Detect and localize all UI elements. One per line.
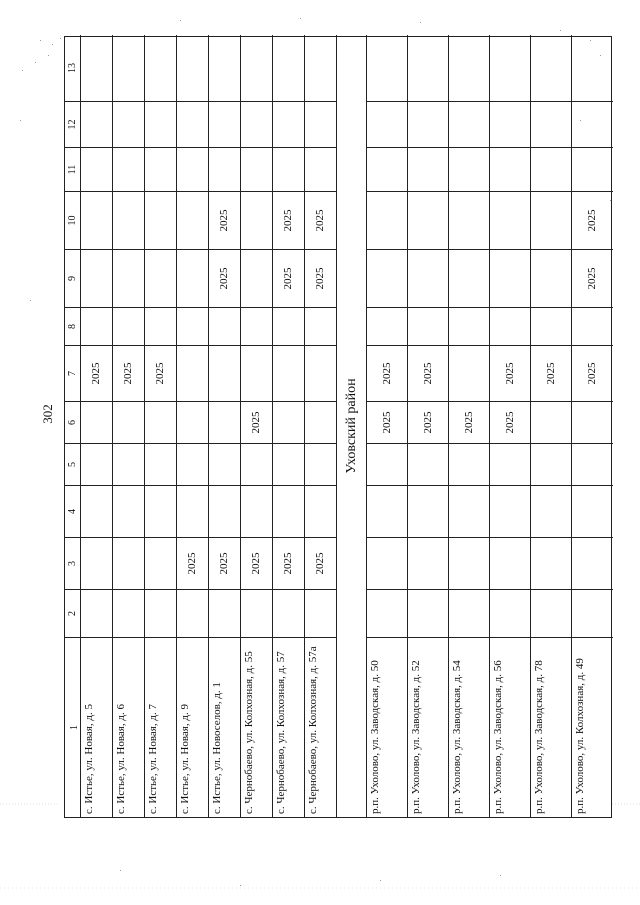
year-cell: [113, 307, 144, 345]
year-cell: [241, 147, 272, 191]
year-cell: [145, 485, 176, 537]
year-cell: [241, 101, 272, 147]
year-cell: [449, 191, 489, 249]
year-cell: [241, 485, 272, 537]
year-cell: [113, 589, 144, 637]
year-cell: 2025: [305, 249, 336, 307]
year-cell: [367, 443, 407, 485]
year-cell: [241, 443, 272, 485]
year-cell: 13: [67, 63, 78, 73]
year-cell: [145, 589, 176, 637]
table-row: [241, 35, 273, 817]
address-cell: с. Чернобаево, ул. Колхозная, д. 55: [241, 637, 272, 817]
year-cell: [273, 307, 304, 345]
year-cell: 2025: [572, 249, 613, 307]
year-cell: [145, 35, 176, 101]
table-row: [572, 35, 613, 817]
year-cell: [241, 345, 272, 401]
year-cell: [572, 147, 613, 191]
address-cell: р.п. Ухолово, ул. Заводская, д. 52: [408, 637, 448, 817]
year-cell: [145, 537, 176, 589]
year-cell: [81, 147, 112, 191]
year-cell: 2025: [145, 345, 176, 401]
year-cell: 7: [65, 345, 80, 401]
year-cell: [531, 35, 571, 101]
year-cell: 2025: [531, 345, 571, 401]
year-cell: [145, 147, 176, 191]
year-cell: 2025: [273, 191, 304, 249]
year-cell: [305, 485, 336, 537]
year-cell: [177, 589, 208, 637]
year-cell: 2025: [408, 345, 448, 401]
district-title: Уховский район: [344, 378, 359, 474]
year-cell: [145, 249, 176, 307]
year-cell: [490, 537, 530, 589]
year-cell: [490, 101, 530, 147]
year-cell: [449, 537, 489, 589]
year-cell: 2025: [490, 401, 530, 443]
year-cell: [531, 485, 571, 537]
year-cell: [113, 485, 144, 537]
year-cell: 2025: [572, 345, 613, 401]
year-cell: [241, 307, 272, 345]
year-cell: [273, 147, 304, 191]
year-cell: [572, 101, 613, 147]
year-cell: [408, 147, 448, 191]
year-cell: [81, 101, 112, 147]
table-row: [305, 35, 337, 817]
year-cell: [305, 101, 336, 147]
year-cell: 2025: [305, 537, 336, 589]
year-cell: [531, 589, 571, 637]
year-cell: [145, 101, 176, 147]
year-cell: [81, 307, 112, 345]
year-cell: [81, 35, 112, 101]
year-cell: [305, 147, 336, 191]
year-cell: [145, 401, 176, 443]
year-cell: [209, 147, 240, 191]
year-cell: [531, 147, 571, 191]
address-cell: р.п. Ухолово, ул. Заводская, д. 50: [367, 637, 407, 817]
page-number: 302: [40, 404, 55, 424]
year-cell: 2025: [273, 537, 304, 589]
year-cell: 6: [65, 401, 80, 443]
year-cell: [572, 443, 613, 485]
year-cell: [113, 35, 144, 101]
table-row: [145, 35, 177, 817]
year-cell: [81, 443, 112, 485]
year-cell: [531, 307, 571, 345]
year-cell: [209, 101, 240, 147]
year-cell: 2025: [367, 345, 407, 401]
year-cell: [449, 345, 489, 401]
year-cell: [241, 35, 272, 101]
address-cell: р.п. Ухолово, ул. Заводская, д. 56: [490, 637, 530, 817]
year-cell: [273, 35, 304, 101]
year-cell: [531, 537, 571, 589]
address-cell: с. Истье, ул. Новая, д. 6: [113, 637, 144, 817]
year-cell: [305, 443, 336, 485]
year-cell: 2025: [113, 345, 144, 401]
year-cell: [367, 101, 407, 147]
year-cell: [367, 249, 407, 307]
year-cell: [367, 191, 407, 249]
year-cell: [572, 35, 613, 101]
year-cell: [490, 147, 530, 191]
year-cell: [177, 191, 208, 249]
year-cell: [531, 249, 571, 307]
address-cell: с. Истье, ул. Новая, д. 5: [81, 637, 112, 817]
year-cell: [177, 307, 208, 345]
year-cell: 9: [65, 249, 80, 307]
year-cell: [449, 589, 489, 637]
year-cell: [113, 191, 144, 249]
year-cell: [408, 191, 448, 249]
year-cell: [177, 401, 208, 443]
table-row: [113, 35, 145, 817]
year-cell: 12: [65, 101, 80, 147]
year-cell: 2025: [305, 191, 336, 249]
year-cell: [367, 35, 407, 101]
year-cell: [531, 401, 571, 443]
year-cell: [305, 401, 336, 443]
year-cell: [531, 443, 571, 485]
year-cell: 3: [65, 537, 80, 589]
address-cell: с. Истье, ул. Новая, д. 7: [145, 637, 176, 817]
year-cell: [367, 589, 407, 637]
year-cell: [408, 307, 448, 345]
year-cell: [531, 191, 571, 249]
year-cell: 8: [65, 307, 80, 345]
year-cell: [241, 191, 272, 249]
year-cell: [81, 485, 112, 537]
year-cell: [177, 101, 208, 147]
year-cell: [241, 589, 272, 637]
year-cell: [490, 485, 530, 537]
table-row: [81, 35, 113, 817]
year-cell: [273, 101, 304, 147]
year-cell: 10: [65, 191, 80, 249]
year-cell: 2025: [273, 249, 304, 307]
year-cell: 11: [65, 147, 80, 191]
year-cell: [408, 589, 448, 637]
year-cell: [367, 147, 407, 191]
year-cell: [177, 345, 208, 401]
year-cell: 2025: [241, 537, 272, 589]
year-cell: [209, 443, 240, 485]
year-cell: [177, 249, 208, 307]
year-cell: 2025: [241, 401, 272, 443]
table-row: [177, 35, 209, 817]
year-cell: [367, 537, 407, 589]
year-cell: [81, 249, 112, 307]
year-cell: 2025: [408, 401, 448, 443]
year-cell: [449, 147, 489, 191]
year-cell: 4: [65, 485, 80, 537]
year-cell: [572, 537, 613, 589]
year-cell: [145, 307, 176, 345]
year-cell: 2025: [177, 537, 208, 589]
year-cell: [273, 401, 304, 443]
year-cell: [81, 589, 112, 637]
year-cell: [81, 537, 112, 589]
year-cell: [572, 307, 613, 345]
year-cell: [177, 35, 208, 101]
year-cell: [81, 191, 112, 249]
year-cell: [449, 485, 489, 537]
year-cell: [209, 307, 240, 345]
year-cell: [209, 589, 240, 637]
table-row: [531, 35, 572, 817]
year-cell: [531, 101, 571, 147]
year-cell: [113, 443, 144, 485]
year-cell: [177, 443, 208, 485]
year-cell: [273, 443, 304, 485]
year-cell: [273, 589, 304, 637]
year-cell: 2025: [490, 345, 530, 401]
table-row: [490, 35, 531, 817]
year-cell: [449, 307, 489, 345]
year-cell: [572, 589, 613, 637]
year-cell: [145, 191, 176, 249]
year-cell: [367, 485, 407, 537]
year-cell: 2025: [209, 249, 240, 307]
year-cell: [490, 35, 530, 101]
year-cell: [209, 485, 240, 537]
year-cell: [367, 307, 407, 345]
year-cell: 2025: [81, 345, 112, 401]
year-cell: [177, 485, 208, 537]
year-cell: [449, 101, 489, 147]
data-table: [64, 36, 612, 818]
table-wrapper: [64, 36, 612, 818]
year-cell: [209, 345, 240, 401]
table-row: [273, 35, 305, 817]
year-cell: 2025: [449, 401, 489, 443]
header-row: [65, 35, 81, 817]
year-cell: [408, 101, 448, 147]
year-cell: 2025: [572, 191, 613, 249]
year-cell: [113, 401, 144, 443]
year-cell: [449, 35, 489, 101]
year-cell: [408, 537, 448, 589]
year-cell: [273, 485, 304, 537]
table-row: [449, 35, 490, 817]
year-cell: [305, 589, 336, 637]
year-cell: [113, 101, 144, 147]
year-cell: [241, 249, 272, 307]
address-cell: р.п. Ухолово, ул. Заводская, д. 78: [531, 637, 571, 817]
year-cell: [209, 35, 240, 101]
year-cell: [305, 345, 336, 401]
address-cell: р.п. Ухолово, ул. Колхозная, д. 49: [572, 637, 613, 817]
year-cell: 2025: [367, 401, 407, 443]
table-row: [209, 35, 241, 817]
year-cell: [145, 443, 176, 485]
year-cell: [408, 485, 448, 537]
year-cell: [305, 35, 336, 101]
year-cell: 2025: [209, 537, 240, 589]
address-cell: с. Чернобаево, ул. Колхозная, д. 57: [273, 637, 304, 817]
year-cell: [305, 307, 336, 345]
year-cell: [490, 307, 530, 345]
year-cell: [449, 443, 489, 485]
year-cell: 5: [65, 443, 80, 485]
address-cell: р.п. Ухолово, ул. Заводская, д. 54: [449, 637, 489, 817]
year-cell: 2: [65, 589, 80, 637]
address-cell: с. Чернобаево, ул. Колхозная, д. 57а: [305, 637, 336, 817]
year-cell: [113, 537, 144, 589]
address-cell: 1: [65, 637, 80, 817]
year-cell: [408, 35, 448, 101]
year-cell: [408, 249, 448, 307]
year-cell: [449, 249, 489, 307]
year-cell: [572, 485, 613, 537]
year-cell: [490, 443, 530, 485]
year-cell: [273, 345, 304, 401]
table-row: [367, 35, 408, 817]
year-cell: [81, 401, 112, 443]
year-cell: [209, 401, 240, 443]
year-cell: [113, 249, 144, 307]
address-cell: с. Истье, ул. Новоселов, д. 1: [209, 637, 240, 817]
year-cell: [177, 147, 208, 191]
table-row: [408, 35, 449, 817]
year-cell: [490, 191, 530, 249]
address-cell: с. Истье, ул. Новая, д. 9: [177, 637, 208, 817]
year-cell: 2025: [209, 191, 240, 249]
year-cell: [490, 249, 530, 307]
year-cell: [490, 589, 530, 637]
year-cell: [572, 401, 613, 443]
year-cell: [113, 147, 144, 191]
year-cell: [408, 443, 448, 485]
